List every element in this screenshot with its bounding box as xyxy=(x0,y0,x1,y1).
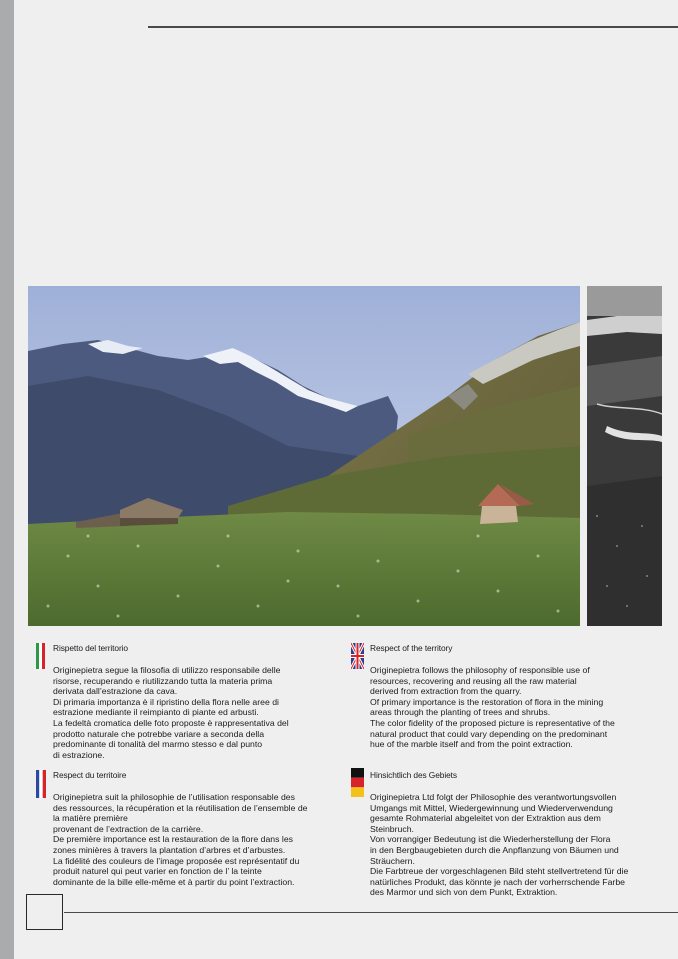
section-body: Originepietra follows the philosophy of responsible use of resources, recovering and reusing all the raw material derived from extraction from the quarry. Of primary importance is the restoration of flora in the mining areas through the planting of trees and shrubs. The color fidelity of the proposed picture is representative of the natural product that could vary depending on the predominant hue of the marble itself and from the point extraction. xyxy=(370,665,615,750)
france-flag-icon xyxy=(36,770,46,798)
section-italian xyxy=(53,643,319,760)
left-margin-band xyxy=(0,0,14,959)
bottom-rule xyxy=(64,912,678,913)
mountain-landscape-photo xyxy=(28,286,580,626)
section-german xyxy=(370,770,655,898)
uk-flag-icon xyxy=(351,643,364,669)
section-french xyxy=(53,770,328,887)
italy-flag-icon xyxy=(36,643,45,669)
germany-flag-icon xyxy=(351,768,364,797)
section-body: Originepietra suit la philosophie de l’utilisation responsable des des ressources, la récupération et la réutilisation de l’ensemble de la matière première provenant de l’extraction de la carrière. De première importance est la restauration de la flore dans les zones minières à travers la plantation d’arbres et d’arbustes. La fidélité des couleurs de l’image proposée est représentatif du produit naturel qui peut varier en fonction de l’ la teinte dominante de la bille elle-même et à partir du point l’extraction. xyxy=(53,792,308,887)
section-title: Respect of the territory xyxy=(370,643,453,653)
section-title: Hinsichtlich des Gebiets xyxy=(370,770,457,780)
section-english xyxy=(370,643,645,750)
section-body: Originepietra Ltd folgt der Philosophie des verantwortungsvollen Umgangs mit Mittel, Wiedergewinnung und Wiederverwendung gesamte Rohmaterial abgeleitet von der Extraktion aus dem Steinbruch. Von vorrangiger Bedeutung ist die Wiederherstellung der Flora in den Bergbaugebieten durch die Anpflanzung von Bäumen und Sträuchern. Die Farbtreue der vorgeschlagenen Bild steht stellvertretend für die natürliches Produkt, das könnte je nach der vorherrschende Farbe des Marmor und sich von dem Punkt, Extraktion. xyxy=(370,792,629,898)
section-title: Respect du territoire xyxy=(53,770,127,780)
section-body: Originepietra segue la filosofia di utilizzo responsabile delle risorse, recuperando e riutilizzando tutta la materia prima derivata dall’estrazione da cava. Di primaria importanza è il ripristino della flora nelle aree di estrazione mediante il reimpianto di piante ed arbusti. La fedeltà cromatica delle foto proposte è rappresentativa del prodotto naturale che potrebbe variare a seconda della predominante di tonalità del marmo stesso e dal punto di estrazione. xyxy=(53,665,289,760)
section-title: Rispetto del territorio xyxy=(53,643,128,653)
top-rule xyxy=(148,26,678,28)
quarry-bw-photo xyxy=(587,286,662,626)
page-number-box xyxy=(26,894,63,930)
